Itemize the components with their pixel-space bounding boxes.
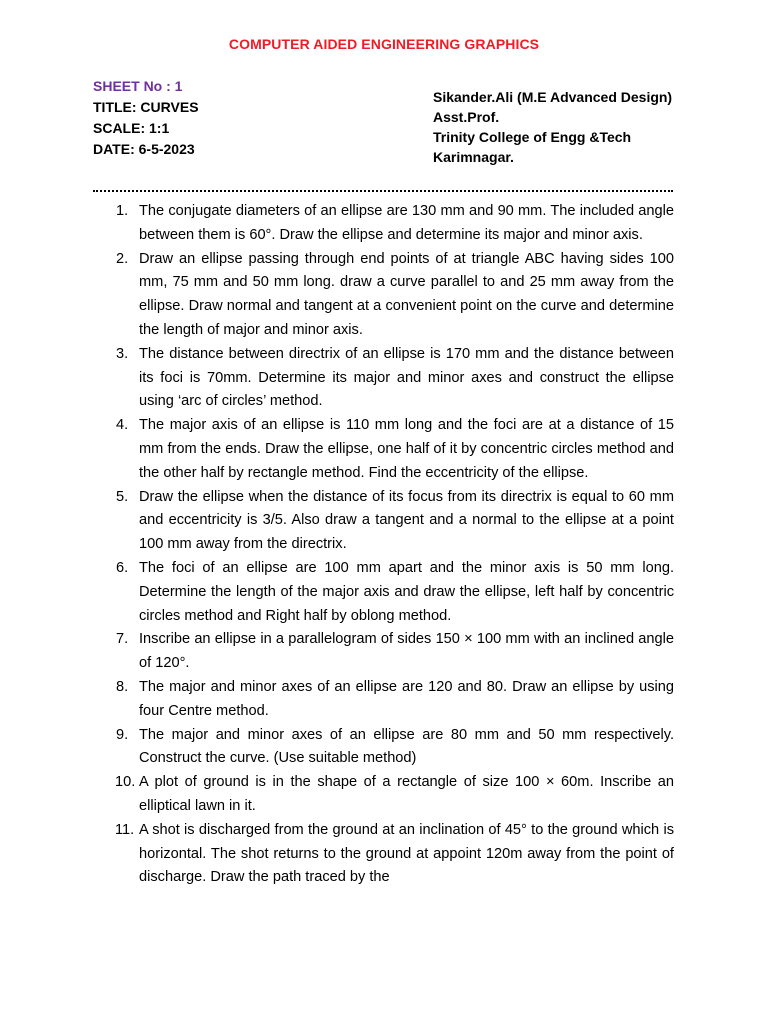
- question-text: The major and minor axes of an ellipse are 80 mm and 50 mm respectively. Construct the curve. (Use suitable method): [139, 726, 674, 767]
- question-text: Inscribe an ellipse in a parallelogram of sides 150 × 100 mm with an inclined angle of 120°.: [139, 631, 674, 672]
- author-name: Sikander.Ali (M.E Advanced Design): [433, 89, 673, 105]
- question-number: 1.: [116, 203, 129, 219]
- question-text: A plot of ground is in the shape of a rectangle of size 100 × 60m. Inscribe an elliptical lawn in it.: [139, 774, 674, 814]
- sheet-number: SHEET No : 1: [93, 78, 183, 94]
- question-number: 5.: [116, 488, 129, 505]
- question-text: The major axis of an ellipse is 110 mm long and the foci are at a distance of 15 mm from the ends. Draw the ellipse, one half of it by concentric circles method and the other half by rectangle method. Find the eccentricity of the ellipse.: [139, 417, 674, 481]
- question-number: 3.: [116, 345, 129, 362]
- sheet-date: DATE: 6-5-2023: [93, 141, 195, 157]
- list-item: [0, 486, 768, 557]
- list-item: [0, 676, 768, 724]
- question-number: 2.: [116, 250, 129, 267]
- question-number: 9.: [116, 726, 129, 743]
- document-title: COMPUTER AIDED ENGINEERING GRAPHICS: [228, 36, 540, 52]
- list-item: [0, 248, 768, 343]
- list-item: [0, 200, 768, 248]
- sheet-title: TITLE: CURVES: [93, 99, 199, 115]
- author-info: [433, 87, 672, 167]
- list-item: [0, 724, 768, 772]
- question-text: Draw an ellipse passing through end points of at triangle ABC having sides 100 mm, 75 mm and 50 mm long. draw a curve parallel to and 25 mm away from the ellipse. Draw normal and tangent at a convenient point on the curve and determine the length of major and minor axis.: [139, 250, 674, 338]
- dotted-separator: [93, 180, 673, 192]
- list-item: [0, 819, 768, 890]
- question-number: 10.: [115, 774, 136, 791]
- question-number: 7.: [116, 631, 129, 648]
- question-number: 6.: [116, 559, 129, 576]
- question-number: 11.: [115, 821, 135, 838]
- sheet-info: [93, 76, 199, 160]
- question-text: A shot is discharged from the ground at an inclination of 45° to the ground which is horizontal. The shot returns to the ground at appoint 120m away from the point of discharge. Draw the path traced by the: [139, 821, 674, 886]
- list-item: [0, 557, 768, 628]
- author-college: Trinity College of Engg &Tech: [433, 129, 632, 145]
- question-number: 4.: [116, 417, 129, 434]
- author-position: Asst.Prof.: [433, 109, 500, 125]
- question-text: The foci of an ellipse are 100 mm apart and the minor axis is 50 mm long. Determine the length of the major axis and draw the ellipse, left half by concentric circles method and Right half by oblong method.: [139, 559, 674, 624]
- list-item: [0, 628, 768, 676]
- question-text: The distance between directrix of an ellipse is 170 mm and the distance between its foci is 70mm. Determine its major and minor axes and construct the ellipse using ‘arc of circles’ method.: [139, 345, 674, 410]
- question-text: The conjugate diameters of an ellipse are 130 mm and 90 mm. The included angle between them is 60°. Draw the ellipse and determine its major and minor axis.: [139, 203, 674, 243]
- list-item: [0, 771, 768, 819]
- author-city: Karimnagar.: [433, 149, 514, 165]
- question-text: The major and minor axes of an ellipse are 120 and 80. Draw an ellipse by using four Centre method.: [139, 678, 674, 719]
- sheet-scale: SCALE: 1:1: [93, 120, 170, 136]
- question-list: [0, 200, 768, 890]
- question-text: Draw the ellipse when the distance of its focus from its directrix is equal to 60 mm and eccentricity is 3/5. Also draw a tangent and a normal to the ellipse at a point 100 mm away from the directrix.: [139, 488, 674, 553]
- list-item: [0, 414, 768, 485]
- list-item: [0, 343, 768, 414]
- question-number: 8.: [116, 678, 129, 695]
